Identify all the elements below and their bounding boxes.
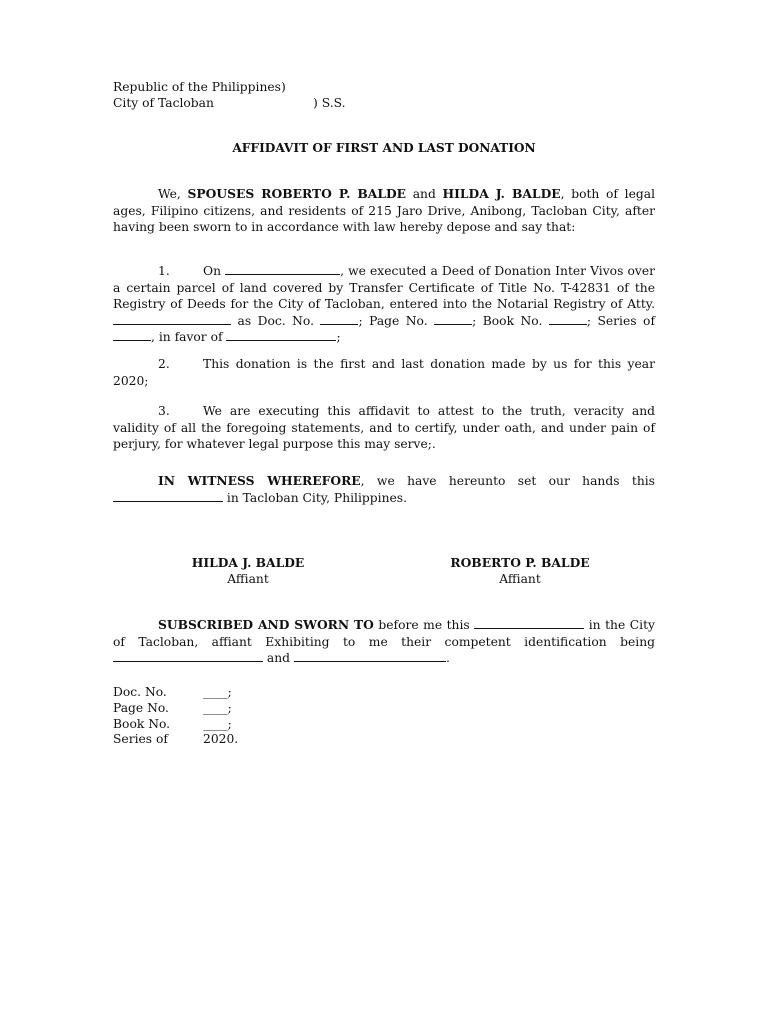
item-1-favor: , in favor of <box>151 330 223 344</box>
entry-value: 2020. <box>203 732 239 747</box>
venue-city: City of Tacloban <box>113 96 214 110</box>
entry-value: ____; <box>203 700 232 715</box>
entry-label: Book No. <box>113 716 171 731</box>
signatory-role: Affiant <box>227 572 269 586</box>
entry-label: Page No. <box>113 700 169 715</box>
witness-place: in Tacloban City, Philippines. <box>226 490 408 505</box>
jurat-heading: SUBSCRIBED AND SWORN TO <box>158 617 374 632</box>
intro-spouses: SPOUSES ROBERTO P. BALDE <box>187 186 407 201</box>
item-1-paragraph <box>113 263 655 346</box>
date-blank[interactable] <box>225 263 340 275</box>
book-no-blank[interactable] <box>549 313 587 325</box>
page-no-blank[interactable] <box>434 313 472 325</box>
item-1-doc-no: as Doc. No. <box>237 313 314 328</box>
intro-name2: HILDA J. BALDE <box>442 186 561 201</box>
venue-republic: Republic of the Philippines) <box>113 80 286 94</box>
witness-paragraph <box>113 473 655 506</box>
series-row <box>113 732 238 748</box>
signatory-name: ROBERTO P. BALDE <box>450 555 590 570</box>
jurat-end: . <box>445 651 450 665</box>
page-no-row <box>113 701 238 717</box>
item-1-page-no: ; Page No. <box>358 313 428 328</box>
donee-blank[interactable] <box>226 329 336 341</box>
item-2-paragraph <box>113 356 655 389</box>
item-1-series: ; Series of <box>586 313 656 328</box>
signature-hilda <box>148 555 348 587</box>
entry-value: ____; <box>203 716 232 731</box>
intro-rest: , both of legal ages, Filipino citizens, and residents of 215 Jaro Drive, Anibong, Tacloban City, after having been sworn to in accordance with law hereby depose and say that: <box>113 187 655 234</box>
book-no-row <box>113 717 238 733</box>
venue-ss: ) S.S. <box>313 96 346 110</box>
item-3-paragraph <box>113 403 655 453</box>
item-2-text: This donation is the first and last donation made by us for this year 2020; <box>113 357 655 388</box>
item-1-text: , we executed a Deed of Donation Inter Vivos over a certain parcel of land covered by Transfer Certificate of Title No. T-42831 of the Registry of Deeds for the City of Tacloban, entered into the Notarial Registry of Atty. <box>113 264 655 311</box>
series-blank[interactable] <box>113 329 151 341</box>
intro-we: We, <box>158 187 181 201</box>
jurat-and: and <box>266 651 291 665</box>
witness-heading: IN WITNESS WHEREFORE <box>158 473 361 488</box>
signatory-role: Affiant <box>499 572 541 586</box>
signatory-name: HILDA J. BALDE <box>191 555 305 570</box>
intro-paragraph <box>113 186 655 236</box>
item-1-on: On <box>203 264 222 278</box>
jurat-before: before me this <box>378 618 470 632</box>
notarial-entries <box>113 685 238 748</box>
jurat-paragraph <box>113 617 655 667</box>
item-1-book-no: ; Book No. <box>472 313 543 328</box>
jurat-date-blank[interactable] <box>474 617 584 629</box>
attorney-blank[interactable] <box>113 313 231 325</box>
signature-roberto <box>420 555 620 587</box>
id-2-blank[interactable] <box>294 650 446 662</box>
doc-no-row <box>113 685 238 701</box>
document-title: AFFIDAVIT OF FIRST AND LAST DONATION <box>232 141 536 155</box>
id-1-blank[interactable] <box>113 650 263 662</box>
doc-no-blank[interactable] <box>320 313 358 325</box>
venue-block <box>113 79 346 111</box>
jurat-city: in the City of Tacloban, affiant Exhibiting to me their competent identification being <box>113 618 655 649</box>
item-1-end: ; <box>336 330 341 344</box>
entry-label: Series of <box>113 732 168 747</box>
witness-date-blank[interactable] <box>113 490 223 502</box>
item-2-number: 2. <box>158 357 170 371</box>
entry-value: ____; <box>203 685 232 699</box>
witness-text: , we have hereunto set our hands this <box>360 474 655 488</box>
item-3-text: We are executing this affidavit to attest to the truth, veracity and validity of all the foregoing statements, and to certify, under oath, and under pain of perjury, for whatever legal purpose this may serve;. <box>113 404 655 451</box>
intro-and: and <box>412 187 436 201</box>
item-3-number: 3. <box>158 404 170 418</box>
entry-label: Doc. No. <box>113 685 167 699</box>
item-1-number: 1. <box>158 264 170 278</box>
